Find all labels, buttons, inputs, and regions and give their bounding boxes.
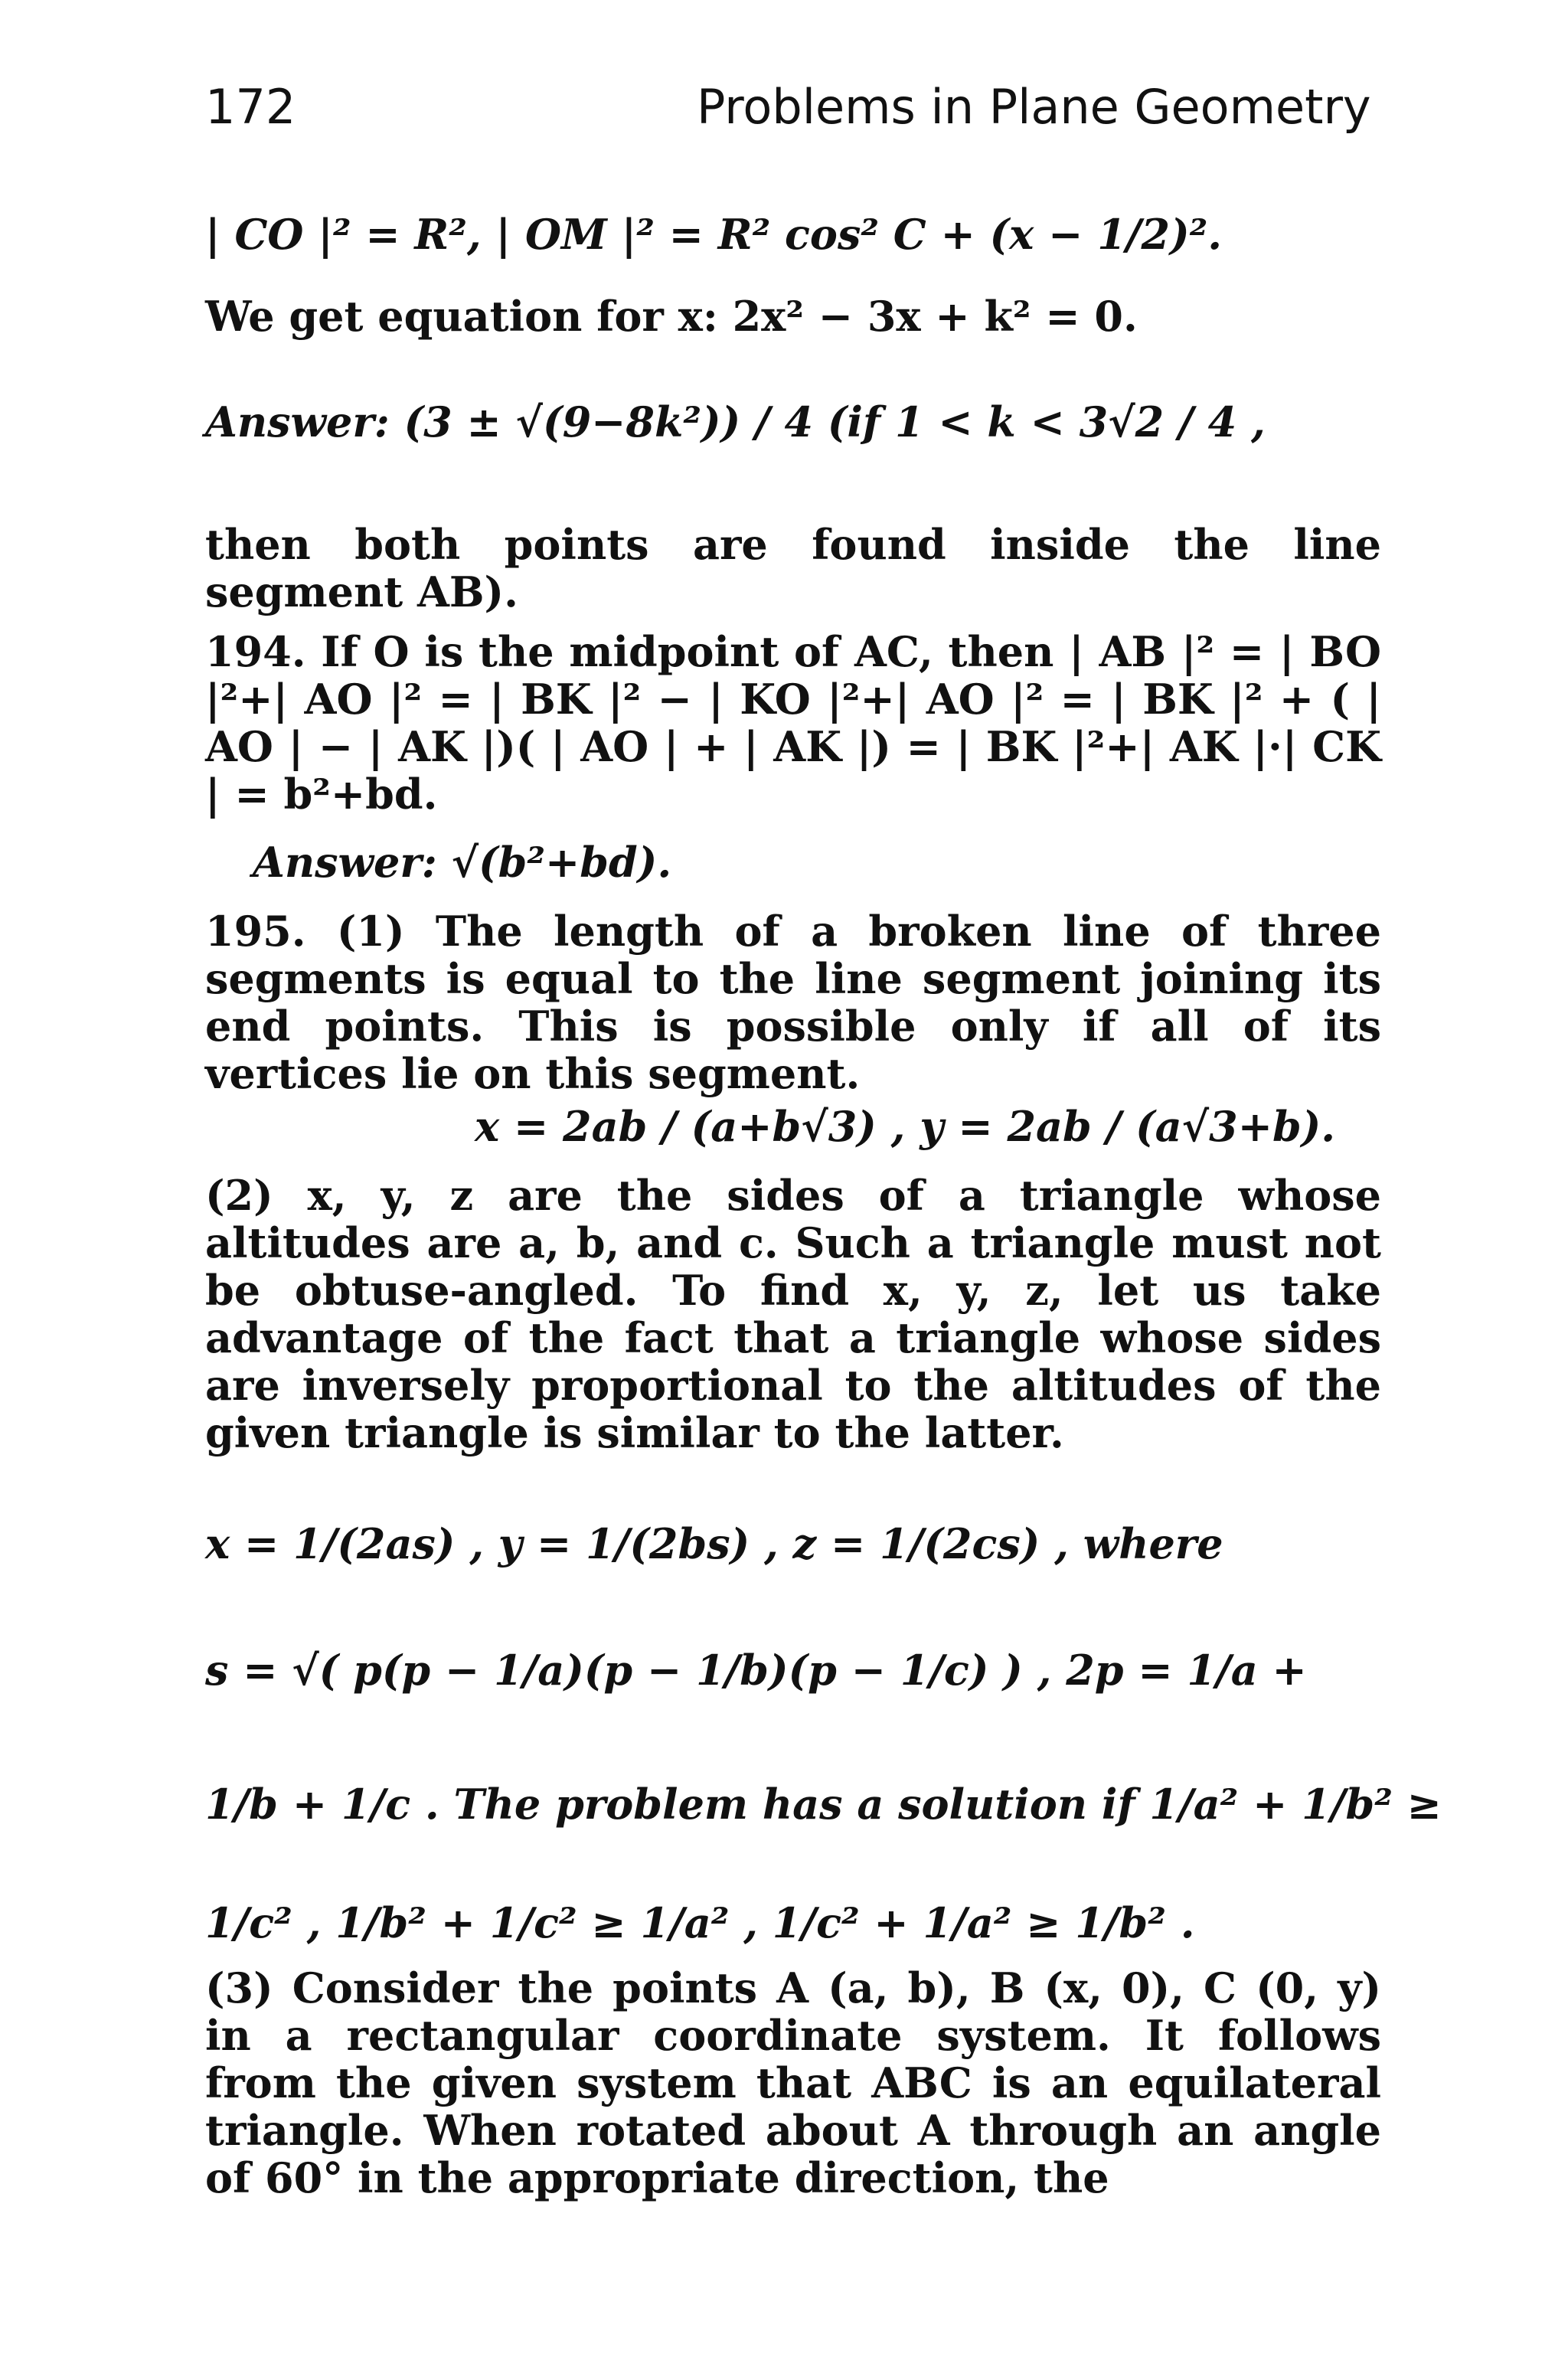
running-title: Problems in Plane Geometry xyxy=(697,79,1371,135)
problem-194: 194. If O is the midpoint of AC, then | AB |² = | BO |²+| AO |² = | BK |² − | KO |²+| AO |² = | BK |² + ( | AO | − | AK |)( | AO | + | AK |) = | BK |²+| AK |·| CK | = b²+bd. xyxy=(205,627,1381,819)
problem-195-part-3: (3) Consider the points A (a, b), B (x, 0), C (0, y) in a rectangular coordinate system. It follows from the given system that ABC is an equilateral triangle. When rotated about A through an angle of 60° in the appropriate direction, the xyxy=(205,1963,1381,2202)
answer-194: Answer: √(b²+bd). xyxy=(253,838,672,887)
answer-193: Answer: (3 ± √(9−8k²)) / 4 (if 1 < k < 3√2 / 4 , xyxy=(205,397,1266,446)
page-number: 172 xyxy=(205,79,296,135)
formula-s: s = √( p(p − 1/a)(p − 1/b)(p − 1/c) ) , 2p = 1/a + xyxy=(205,1646,1307,1695)
problem-195-part-1: 195. (1) The length of a broken line of three segments is equal to the line segment joining its end points. This is possible only if all of its vertices lie on this segment. xyxy=(205,907,1381,1098)
equation-for-x: We get equation for x: 2x² − 3x + k² = 0. xyxy=(205,292,1138,341)
formula-x-y-z: x = 1/(2as) , y = 1/(2bs) , z = 1/(2cs) , where xyxy=(205,1519,1223,1568)
solution-195-1: x = 2ab / (a+b√3) , y = 2ab / (a√3+b). xyxy=(475,1102,1336,1151)
condition-line-2: 1/c² , 1/b² + 1/c² ≥ 1/a² , 1/c² + 1/a² ≥ 1/b² . xyxy=(205,1898,1195,1947)
problem-195-part-2: (2) x, y, z are the sides of a triangle whose altitudes are a, b, and c. Such a triangle must not be obtuse-angled. To find x, y, z, let us take advantage of the fact that a triangle whose sides are inversely proportional to the altitudes of the given triangle is similar to the latter. xyxy=(205,1171,1381,1457)
answer-193-note: then both points are found inside the line segment AB). xyxy=(205,520,1381,616)
condition-line-1: 1/b + 1/c . The problem has a solution if 1/a² + 1/b² ≥ xyxy=(205,1780,1442,1829)
equation-co-om: | CO |² = R², | OM |² = R² cos² C + (x − 1/2)². xyxy=(205,210,1223,259)
